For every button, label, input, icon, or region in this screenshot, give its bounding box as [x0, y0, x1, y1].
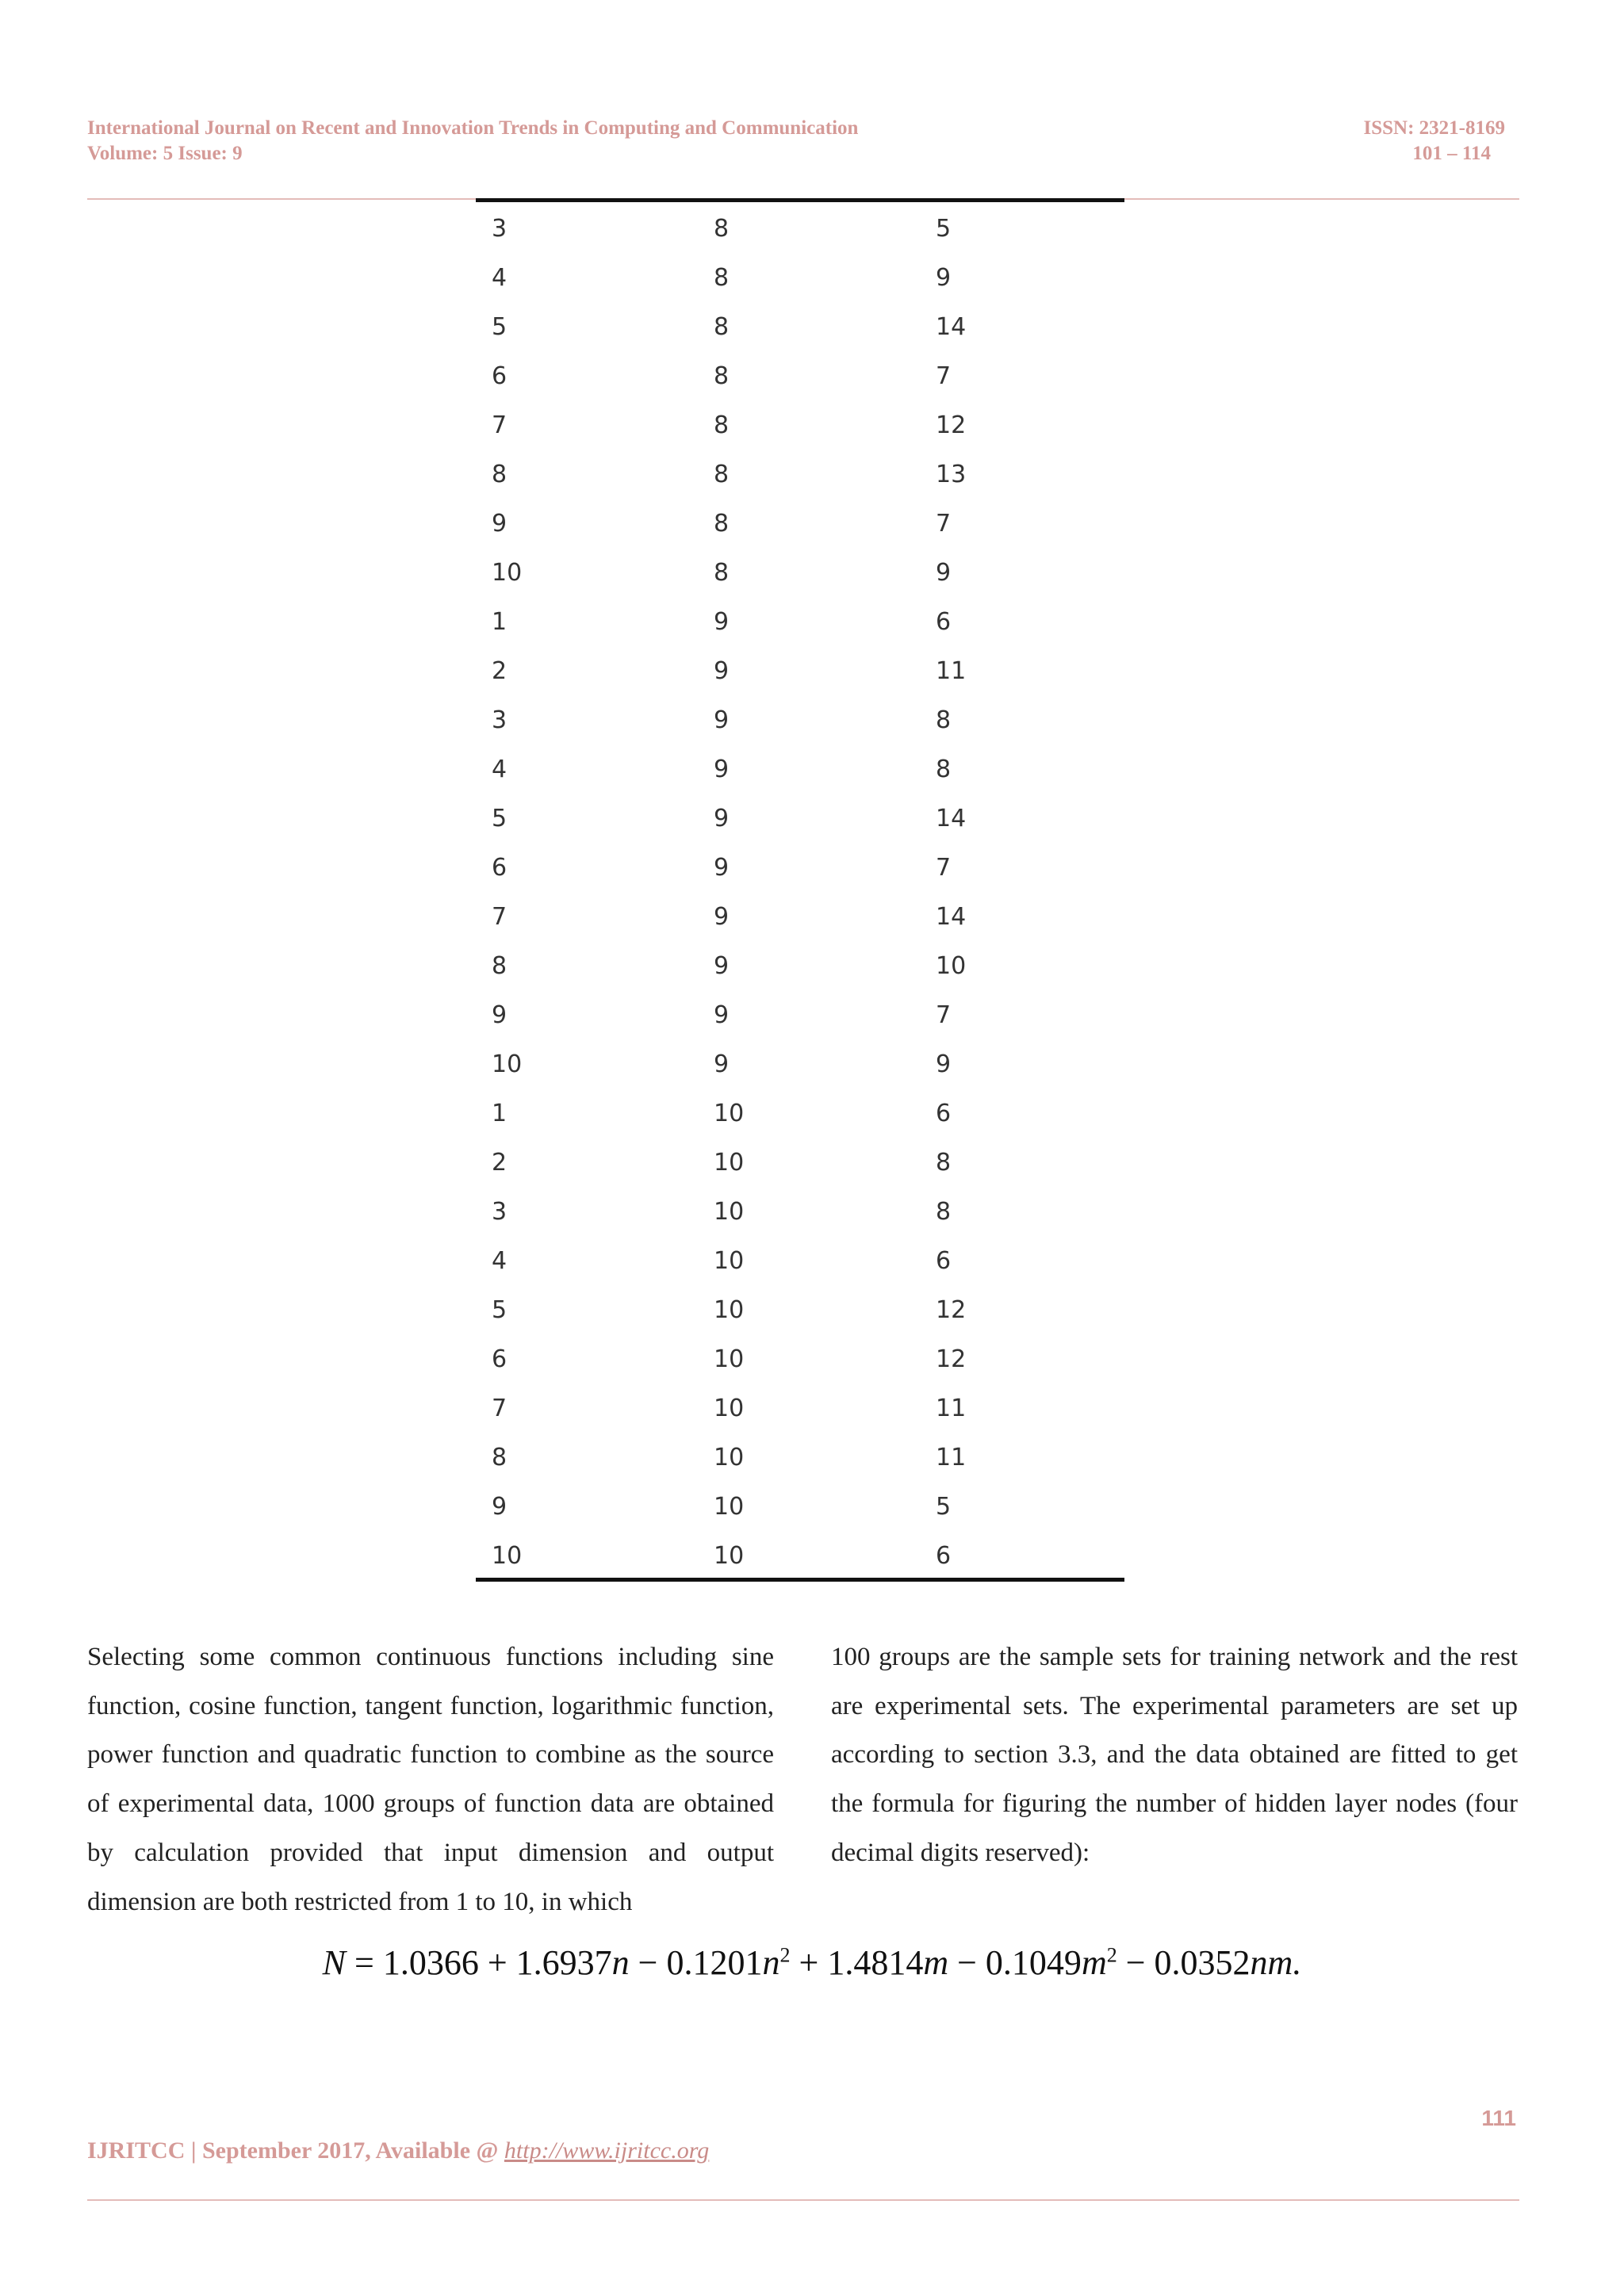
- table-cell: 14: [936, 805, 967, 832]
- table-row: [492, 647, 1110, 696]
- footer-rule: [87, 2199, 1519, 2201]
- formula-exponent: 2: [1106, 1943, 1117, 1967]
- table-cell: 9: [714, 854, 730, 882]
- table-cell: 9: [714, 1001, 730, 1029]
- table-cell: 2: [492, 1149, 508, 1177]
- table-row: [492, 794, 1110, 844]
- table-cell: 8: [936, 706, 952, 734]
- formula-part: = 1.0366 + 1.6937: [346, 1943, 612, 1982]
- table-row: [492, 1188, 1110, 1237]
- table-cell: 10: [714, 1542, 745, 1570]
- formula-part: − 0.1201: [629, 1943, 763, 1982]
- table-cell: 10: [714, 1198, 745, 1226]
- table-cell: 9: [714, 657, 730, 685]
- table-row: [492, 254, 1110, 303]
- table-cell: 7: [936, 854, 952, 882]
- table-cell: 8: [492, 952, 508, 980]
- table-cell: 7: [492, 411, 508, 439]
- volume-issue: Volume: 5 Issue: 9: [87, 143, 243, 164]
- table-cell: 14: [936, 313, 967, 341]
- table-cell: 8: [714, 264, 730, 292]
- table-row: [492, 598, 1110, 647]
- table-cell: 7: [936, 1001, 952, 1029]
- table-cell: 10: [714, 1493, 745, 1521]
- table-cell: 5: [492, 805, 508, 832]
- table-row: [492, 1138, 1110, 1188]
- table-cell: 9: [936, 264, 952, 292]
- table-row: [492, 1335, 1110, 1384]
- table-cell: 8: [714, 313, 730, 341]
- table-cell: 8: [492, 461, 508, 488]
- formula-var: m: [923, 1943, 949, 1982]
- table-cell: 9: [936, 559, 952, 587]
- table-cell: 14: [936, 903, 967, 931]
- table-cell: 1: [492, 1100, 508, 1127]
- table-cell: 6: [492, 854, 508, 882]
- table-cell: 4: [492, 1247, 508, 1275]
- table-cell: 6: [492, 362, 508, 390]
- formula-var: n: [611, 1943, 630, 1982]
- table-cell: 12: [936, 411, 967, 439]
- table-cell: 8: [492, 1444, 508, 1471]
- table-cell: 6: [936, 1542, 952, 1570]
- table-cell: 11: [936, 1395, 967, 1422]
- table-row: [492, 745, 1110, 794]
- journal-title: International Journal on Recent and Innovation Trends in Computing and Communication: [87, 117, 859, 139]
- table-cell: 9: [936, 1050, 952, 1078]
- table-cell: 9: [714, 706, 730, 734]
- formula-var: m: [1081, 1943, 1107, 1982]
- formula-part: − 0.0352: [1116, 1943, 1251, 1982]
- table-cell: 10: [936, 952, 967, 980]
- table-cell: 10: [714, 1247, 745, 1275]
- table-cell: 9: [714, 756, 730, 783]
- table-cell: 3: [492, 1198, 508, 1226]
- table-cell: 9: [714, 805, 730, 832]
- table-cell: 9: [492, 1001, 508, 1029]
- page-range: 101 – 114: [1412, 143, 1491, 164]
- table-cell: 3: [492, 215, 508, 243]
- hidden-node-formula: [0, 1942, 1624, 1983]
- table-row: [492, 991, 1110, 1040]
- table-cell: 9: [714, 903, 730, 931]
- table-cell: 8: [714, 559, 730, 587]
- table-cell: 9: [492, 1493, 508, 1521]
- table-row: [492, 1237, 1110, 1286]
- table-row: [492, 893, 1110, 942]
- table-cell: 8: [936, 1198, 952, 1226]
- body-paragraph-right: 100 groups are the sample sets for training network and the rest are experimental sets. The experimental parameters are set up according to section 3.3, and the data obtained are fitted to get the formula for figuring the number of hidden layer nodes (four decimal digits reserved):: [831, 1643, 1518, 1867]
- table-cell: 10: [714, 1149, 745, 1177]
- table-cell: 10: [714, 1296, 745, 1324]
- table-row: [492, 450, 1110, 499]
- table-row: [492, 1040, 1110, 1089]
- footer-link[interactable]: http://www.ijritcc.org: [504, 2137, 710, 2164]
- table-top-rule: [476, 198, 1124, 202]
- table-cell: 3: [492, 706, 508, 734]
- table-row: [492, 1433, 1110, 1483]
- table-cell: 10: [492, 559, 523, 587]
- table-cell: 5: [936, 215, 952, 243]
- table-cell: 11: [936, 657, 967, 685]
- table-row: [492, 942, 1110, 991]
- page-number: 111: [1481, 2106, 1516, 2130]
- formula-var: nm.: [1250, 1943, 1302, 1982]
- table-cell: 6: [936, 608, 952, 636]
- table-cell: 5: [492, 1296, 508, 1324]
- table-row: [492, 549, 1110, 598]
- table-row: [492, 1532, 1110, 1581]
- formula-lhs: N: [322, 1943, 347, 1982]
- formula-exponent: 2: [779, 1943, 791, 1967]
- issn: ISSN: 2321-8169: [1363, 117, 1505, 139]
- table-row: [492, 1384, 1110, 1433]
- table-row: [492, 352, 1110, 401]
- table-row: [492, 499, 1110, 549]
- table-cell: 8: [936, 756, 952, 783]
- table-row: [492, 1483, 1110, 1532]
- running-header-right: [1364, 116, 1506, 166]
- table-cell: 10: [492, 1542, 523, 1570]
- table-bottom-rule: [476, 1578, 1124, 1582]
- table-cell: 10: [714, 1345, 745, 1373]
- table-cell: 7: [492, 903, 508, 931]
- table-cell: 6: [936, 1100, 952, 1127]
- table-cell: 4: [492, 756, 508, 783]
- table-cell: 10: [714, 1100, 745, 1127]
- table-cell: 11: [936, 1444, 967, 1471]
- table-cell: 13: [936, 461, 967, 488]
- formula-var: n: [762, 1943, 780, 1982]
- table-cell: 5: [936, 1493, 952, 1521]
- table-cell: 1: [492, 608, 508, 636]
- table-row: [492, 205, 1110, 254]
- table-cell: 10: [714, 1444, 745, 1471]
- table-cell: 7: [936, 510, 952, 538]
- table-row: [492, 696, 1110, 745]
- table-cell: 9: [714, 952, 730, 980]
- table-cell: 10: [714, 1395, 745, 1422]
- table-cell: 8: [714, 510, 730, 538]
- table-row: [492, 303, 1110, 352]
- table-cell: 5: [492, 313, 508, 341]
- table-cell: 12: [936, 1296, 967, 1324]
- footer-text: IJRITCC | September 2017, Available @: [87, 2137, 504, 2164]
- table-row: [492, 1089, 1110, 1138]
- data-table: [492, 205, 1110, 1581]
- table-cell: 8: [714, 362, 730, 390]
- table-cell: 8: [936, 1149, 952, 1177]
- table-cell: 12: [936, 1345, 967, 1373]
- table-cell: 6: [936, 1247, 952, 1275]
- formula-part: − 0.1049: [948, 1943, 1082, 1982]
- table-cell: 7: [492, 1395, 508, 1422]
- table-cell: 9: [714, 1050, 730, 1078]
- table-cell: 10: [492, 1050, 523, 1078]
- table-row: [492, 401, 1110, 450]
- running-header-left: [87, 116, 858, 166]
- table-cell: 9: [714, 608, 730, 636]
- table-cell: 8: [714, 411, 730, 439]
- table-cell: 8: [714, 215, 730, 243]
- table-cell: 2: [492, 657, 508, 685]
- table-cell: 4: [492, 264, 508, 292]
- table-cell: 9: [492, 510, 508, 538]
- formula-part: + 1.4814: [790, 1943, 924, 1982]
- footer: [87, 2137, 709, 2164]
- table-row: [492, 1286, 1110, 1335]
- table-cell: 8: [714, 461, 730, 488]
- table-cell: 6: [492, 1345, 508, 1373]
- table-cell: 7: [936, 362, 952, 390]
- body-paragraph-left: Selecting some common continuous functions including sine function, cosine function, tangent function, logarithmic function, power function and quadratic function to combine as the source of experimental data, 1000 groups of function data are obtained by calculation provided that input dimension and output dimension are both restricted from 1 to 10, in which: [87, 1643, 774, 1916]
- table-row: [492, 844, 1110, 893]
